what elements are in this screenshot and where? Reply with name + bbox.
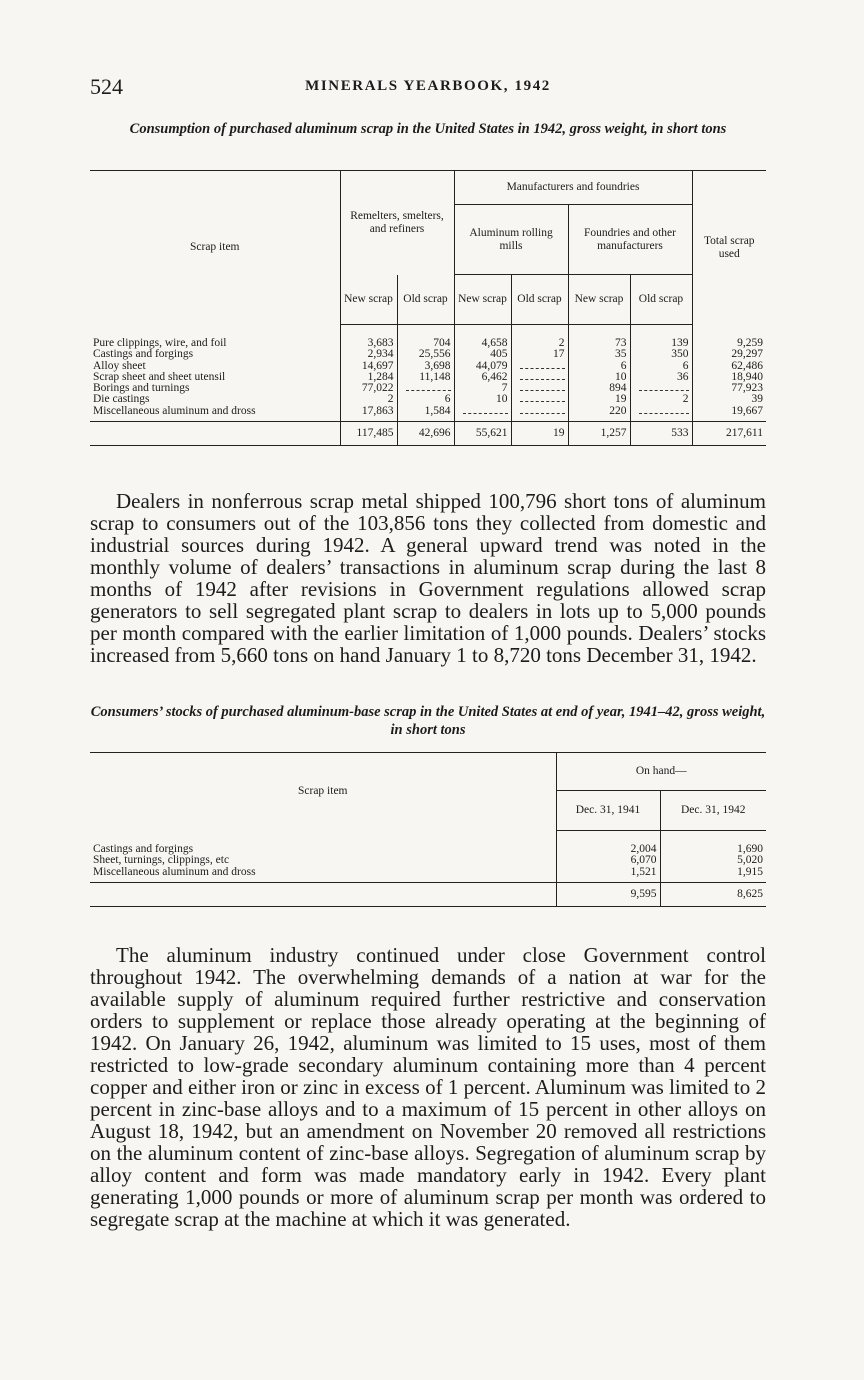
remelters-old-cell: 704 bbox=[397, 325, 454, 350]
rolling-new-cell: 10 bbox=[454, 394, 511, 405]
total-used-cell: 62,486 bbox=[692, 361, 766, 372]
table2-caption: Consumers’ stocks of purchased aluminum-base scrap in the United States at end of year, 1941–42, gross weight, in short tons bbox=[90, 704, 766, 738]
scrap-item-label: Scrap sheet and sheet utensil bbox=[93, 371, 226, 383]
remelters-new-cell: 17,863 bbox=[340, 406, 397, 422]
foundries-new-cell: 19 bbox=[568, 394, 630, 405]
rolling-old-cell bbox=[511, 361, 568, 372]
total-foundries-old: 533 bbox=[630, 422, 692, 446]
scrap-item-label: Castings and forgings bbox=[93, 842, 194, 855]
header-manufacturers: Manufacturers and foundries bbox=[454, 171, 692, 205]
header-new-scrap: New scrap bbox=[340, 275, 397, 325]
rolling-new-cell: 405 bbox=[454, 349, 511, 360]
totals-row bbox=[90, 422, 766, 446]
total-used-cell: 29,297 bbox=[692, 349, 766, 360]
dealers-paragraph: Dealers in nonferrous scrap metal shipped 100,796 short tons of aluminum scrap to consumers out of the 103,856 tons they collected from domestic and industrial sources during 1942. A general upward trend was noted in the monthly volume of dealers’ transactions in aluminum scrap during the last 8 months of 1942 after revisions in Government regulations allowed scrap generators to sell segregated plant scrap to dealers in lots up to 5,000 pounds per month compared with the earlier limitation of 1,000 pounds. Dealers’ stocks increased from 5,660 tons on hand January 1 to 8,720 tons December 31, 1942. bbox=[90, 489, 766, 667]
foundries-old-cell: 36 bbox=[630, 372, 692, 383]
rolling-old-cell: 17 bbox=[511, 349, 568, 360]
foundries-new-cell: 220 bbox=[568, 406, 630, 422]
header-old-scrap: Old scrap bbox=[397, 275, 454, 325]
header-total: Total scrap used bbox=[692, 171, 766, 325]
table-row bbox=[90, 867, 766, 883]
header-new-scrap: New scrap bbox=[568, 275, 630, 325]
remelters-old-cell: 25,556 bbox=[397, 349, 454, 360]
remelters-new-cell: 14,697 bbox=[340, 361, 397, 372]
remelters-new-cell: 77,022 bbox=[340, 383, 397, 394]
totals-label bbox=[90, 422, 340, 446]
table-row bbox=[90, 325, 766, 350]
table-row bbox=[90, 383, 766, 394]
total-used-cell: 77,923 bbox=[692, 383, 766, 394]
header-scrap-item: Scrap item bbox=[90, 753, 556, 831]
totals-label bbox=[90, 882, 556, 906]
total-used-cell: 39 bbox=[692, 394, 766, 405]
remelters-old-cell: 11,148 bbox=[397, 372, 454, 383]
table-row bbox=[90, 372, 766, 383]
total-rolling-new: 55,621 bbox=[454, 422, 511, 446]
header-on-hand: On hand— bbox=[556, 753, 766, 791]
government-control-paragraph: The aluminum industry continued under close Government control throughout 1942. The overwhelming demands of a nation at war for the available supply of aluminum required further restrictive and conservation orders to supplement or replace those already operating at the beginning of 1942. On January 26, 1942, aluminum was limited to 15 uses, most of them restricted to low-grade secondary aluminum containing more than 4 percent copper and either iron or zinc in excess of 1 percent. Aluminum was limited to 2 percent in zinc-base alloys and to a maximum of 15 percent in other alloys on August 18, 1942, but an amendment on November 20 removed all restrictions on the aluminum content of zinc-base alloys. Segregation of aluminum scrap by alloy content and form was made mandatory early in 1942. Every plant generating 1,000 pounds or more of aluminum scrap per month was ordered to segregate scrap at the machine at which it was generated. bbox=[90, 943, 766, 1231]
remelters-new-cell: 2,934 bbox=[340, 349, 397, 360]
table1-caption: Consumption of purchased aluminum scrap in the United States in 1942, gross weight, in short tons bbox=[129, 121, 727, 137]
foundries-old-cell: 350 bbox=[630, 349, 692, 360]
empty-dash bbox=[639, 406, 689, 414]
header-rolling-mills: Aluminum rolling mills bbox=[454, 205, 568, 275]
consumption-table bbox=[90, 170, 766, 446]
foundries-new-cell: 10 bbox=[568, 372, 630, 383]
table-row bbox=[90, 406, 766, 422]
dec-1942-cell: 5,020 bbox=[660, 855, 766, 866]
scrap-item-label: Sheet, turnings, clippings, etc bbox=[93, 855, 230, 867]
dec-1941-cell: 6,070 bbox=[556, 855, 660, 866]
stocks-table bbox=[90, 752, 766, 907]
total-foundries-new: 1,257 bbox=[568, 422, 630, 446]
totals-row bbox=[90, 882, 766, 906]
empty-dash bbox=[520, 372, 565, 380]
remelters-new-cell: 2 bbox=[340, 394, 397, 405]
scrap-item-label: Die castings bbox=[93, 394, 150, 406]
foundries-old-cell bbox=[630, 406, 692, 422]
total-dec-1942: 8,625 bbox=[660, 882, 766, 906]
foundries-new-cell: 6 bbox=[568, 361, 630, 372]
empty-dash bbox=[520, 361, 565, 369]
total-remelters-new: 117,485 bbox=[340, 422, 397, 446]
rolling-new-cell: 44,079 bbox=[454, 361, 511, 372]
remelters-old-cell: 3,698 bbox=[397, 361, 454, 372]
foundries-new-cell: 73 bbox=[568, 325, 630, 350]
total-used-cell: 19,667 bbox=[692, 406, 766, 422]
rolling-old-cell bbox=[511, 394, 568, 405]
table-row bbox=[90, 831, 766, 856]
foundries-new-cell: 894 bbox=[568, 383, 630, 394]
foundries-new-cell: 35 bbox=[568, 349, 630, 360]
rolling-new-cell: 7 bbox=[454, 383, 511, 394]
empty-dash bbox=[520, 406, 565, 414]
remelters-old-cell: 1,584 bbox=[397, 406, 454, 422]
scrap-item-label: Miscellaneous aluminum and dross bbox=[93, 866, 256, 878]
rolling-old-cell: 2 bbox=[511, 325, 568, 350]
foundries-old-cell: 2 bbox=[630, 394, 692, 405]
table-row bbox=[90, 855, 766, 866]
page-number: 524 bbox=[90, 74, 123, 99]
page-header bbox=[90, 74, 766, 102]
table-row bbox=[90, 349, 766, 360]
scrap-item-label: Alloy sheet bbox=[93, 360, 146, 372]
running-title: MINERALS YEARBOOK, 1942 bbox=[305, 78, 551, 94]
header-dec-1941: Dec. 31, 1941 bbox=[556, 791, 660, 831]
header-foundries: Foundries and other manufacturers bbox=[568, 205, 692, 275]
dec-1942-cell: 1,690 bbox=[660, 831, 766, 856]
rolling-old-cell bbox=[511, 406, 568, 422]
rolling-old-cell bbox=[511, 383, 568, 394]
header-old-scrap: Old scrap bbox=[630, 275, 692, 325]
rolling-old-cell bbox=[511, 372, 568, 383]
remelters-new-cell: 1,284 bbox=[340, 372, 397, 383]
total-dec-1941: 9,595 bbox=[556, 882, 660, 906]
foundries-old-cell: 139 bbox=[630, 325, 692, 350]
empty-dash bbox=[463, 406, 508, 414]
rolling-new-cell: 4,658 bbox=[454, 325, 511, 350]
total-used-cell: 18,940 bbox=[692, 372, 766, 383]
header-old-scrap: Old scrap bbox=[511, 275, 568, 325]
scrap-item-label: Castings and forgings bbox=[93, 349, 194, 361]
scrap-item-label: Pure clippings, wire, and foil bbox=[93, 336, 227, 349]
remelters-new-cell: 3,683 bbox=[340, 325, 397, 350]
dec-1941-cell: 1,521 bbox=[556, 867, 660, 883]
scrap-item-label: Borings and turnings bbox=[93, 383, 190, 395]
rolling-new-cell: 6,462 bbox=[454, 372, 511, 383]
dec-1941-cell: 2,004 bbox=[556, 831, 660, 856]
empty-dash bbox=[406, 383, 451, 391]
header-new-scrap: New scrap bbox=[454, 275, 511, 325]
total-rolling-old: 19 bbox=[511, 422, 568, 446]
header-dec-1942: Dec. 31, 1942 bbox=[660, 791, 766, 831]
header-scrap-item: Scrap item bbox=[90, 171, 340, 325]
empty-dash bbox=[520, 383, 565, 391]
remelters-old-cell: 6 bbox=[397, 394, 454, 405]
total-remelters-old: 42,696 bbox=[397, 422, 454, 446]
dec-1942-cell: 1,915 bbox=[660, 867, 766, 883]
empty-dash bbox=[520, 394, 565, 402]
empty-dash bbox=[639, 383, 689, 391]
foundries-old-cell: 6 bbox=[630, 361, 692, 372]
rolling-new-cell bbox=[454, 406, 511, 422]
scrap-item-label: Miscellaneous aluminum and dross bbox=[93, 405, 256, 417]
total-used-cell: 9,259 bbox=[692, 325, 766, 350]
header-remelters: Remelters, smelters, and refiners bbox=[340, 171, 454, 275]
total-scrap-used: 217,611 bbox=[692, 422, 766, 446]
